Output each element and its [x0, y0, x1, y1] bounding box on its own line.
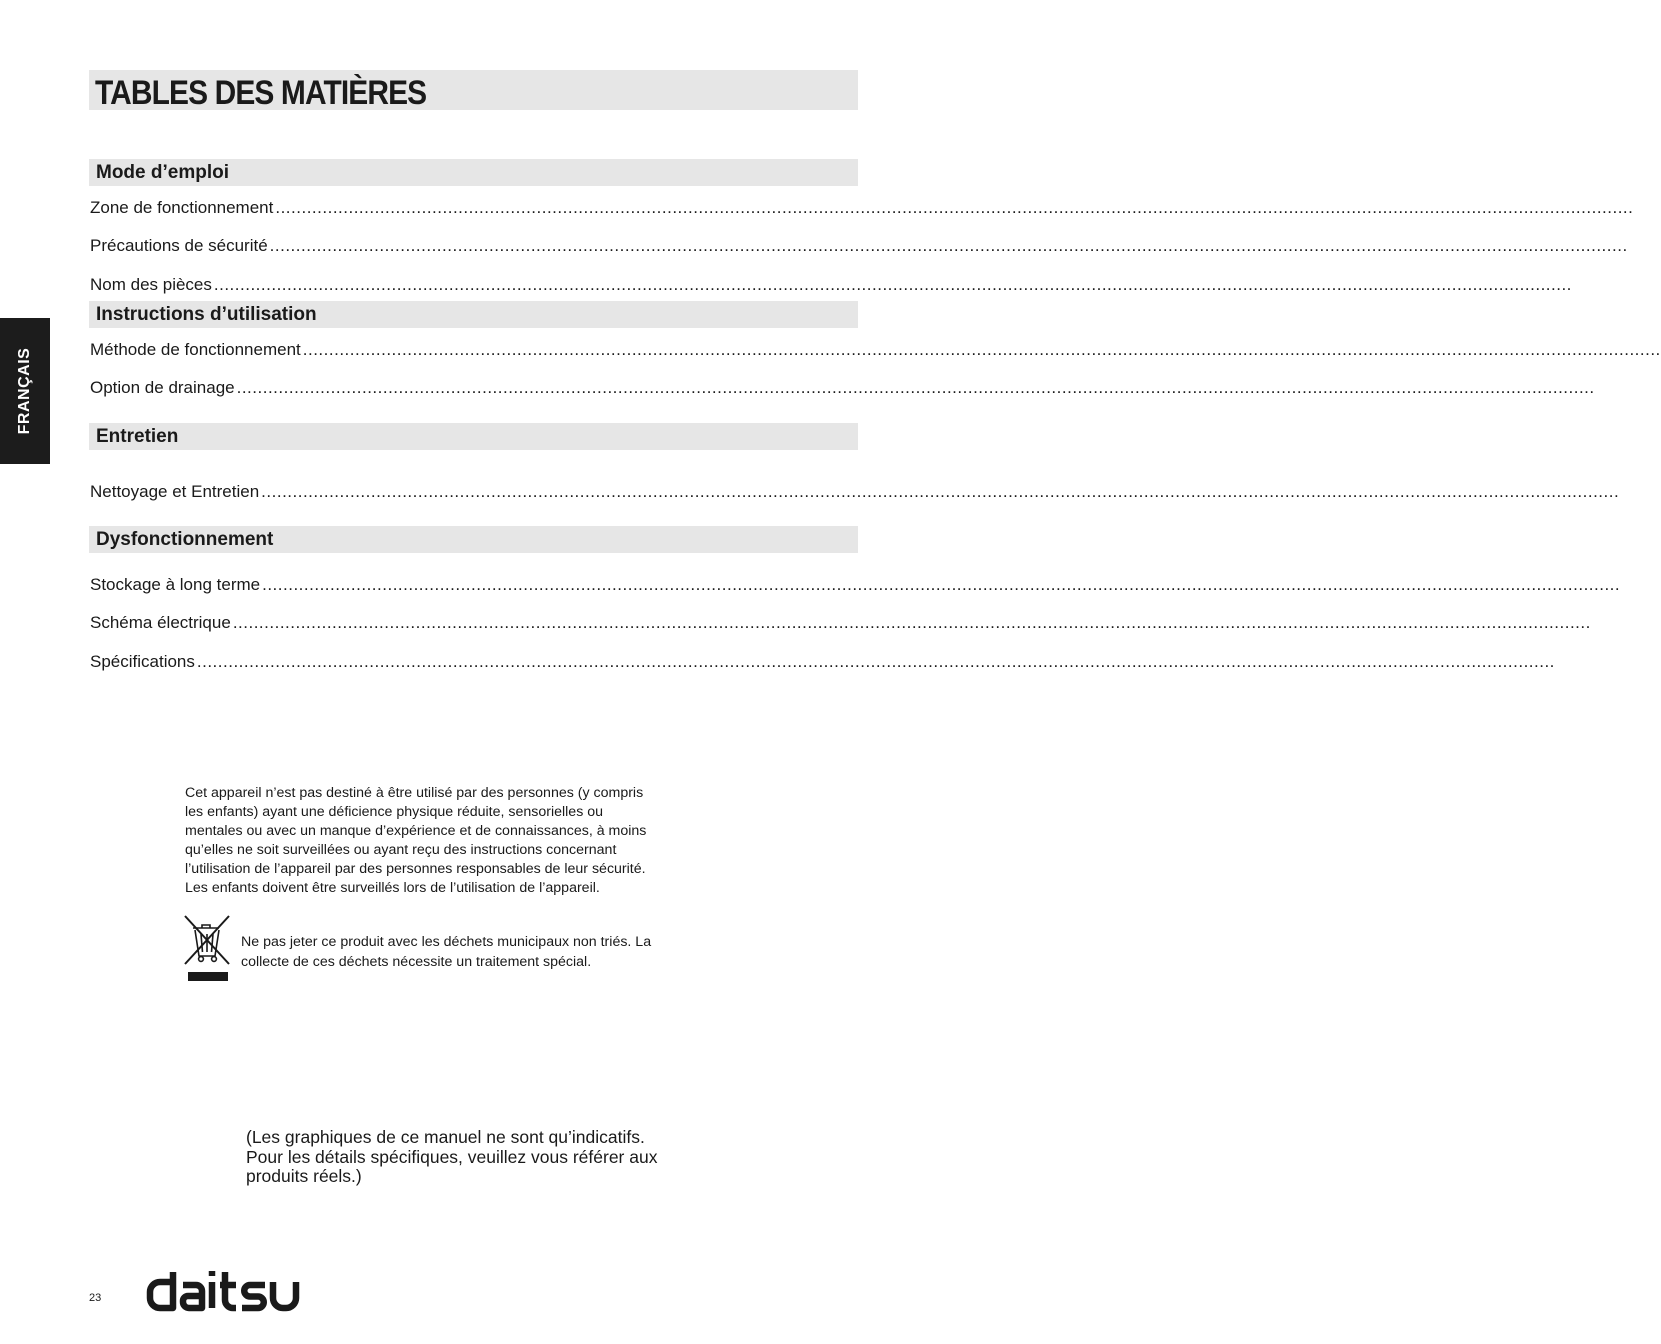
weee-line: collecte de ces déchets nécessite un traitement spécial.	[241, 953, 592, 970]
disclaimer-line: Pour les détails spécifiques, veuillez vous référer aux	[246, 1146, 658, 1167]
toc-leader-dots: ....................................................................................................................................................................................................................................................................	[196, 652, 1555, 671]
toc-entry-schema-electrique[interactable]	[90, 613, 1591, 637]
section-header-dysfonctionnement	[89, 526, 858, 553]
toc-entry-label: Nom des pièces	[90, 275, 212, 294]
notice-line: les enfants) ayant une déficience physique réduite, sensorielles ou	[185, 803, 604, 820]
toc-entry-label: Spécifications	[90, 652, 195, 671]
notice-line: Cet appareil n’est pas destiné à être utilisé par des personnes (y compris	[185, 785, 644, 801]
section-header-mode-emploi	[89, 159, 858, 186]
section-header-entretien	[89, 423, 858, 450]
disclaimer-line: (Les graphiques de ce manuel ne sont qu’indicatifs.	[246, 1127, 645, 1147]
notice-line: l’utilisation de l’appareil par des personnes responsables de leur sécurité.	[185, 860, 646, 877]
toc-leader-dots: ....................................................................................................................................................................................................................................................................	[269, 236, 1628, 255]
toc-entry-methode-fonctionnement[interactable]	[90, 340, 1661, 364]
toc-leader-dots: ....................................................................................................................................................................................................................................................................	[261, 482, 1620, 501]
toc-entry-stockage-long-terme[interactable]	[90, 575, 1621, 599]
notice-line: qu’elles ne soit surveillées ou ayant reçu des instructions concernant	[185, 841, 617, 858]
disclaimer-line: produits réels.)	[246, 1166, 362, 1186]
toc-entry-label: Nettoyage et Entretien	[90, 482, 260, 501]
toc-leader-dots: ....................................................................................................................................................................................................................................................................	[236, 378, 1595, 397]
toc-entry-label: Précautions de sécurité	[90, 236, 268, 255]
graphics-disclaimer	[246, 1128, 726, 1187]
section-header-instructions-utilisation	[89, 301, 858, 328]
language-side-tab	[0, 318, 50, 464]
notice-line: Les enfants doivent être surveillés lors de l’utilisation de l’appareil.	[185, 879, 600, 896]
toc-entry-precautions-securite[interactable]	[90, 236, 1628, 260]
toc-leader-dots: ....................................................................................................................................................................................................................................................................	[262, 575, 1621, 594]
toc-entry-label: Zone de fonctionnement	[90, 198, 274, 217]
section-heading: Entretien	[96, 426, 179, 447]
toc-entry-label: Stockage à long terme	[90, 575, 261, 594]
section-heading: Mode d’emploi	[96, 162, 229, 183]
notice-line: mentales ou avec un manque d’expérience et de connaissances, à moins	[185, 822, 647, 839]
toc-leader-dots: ....................................................................................................................................................................................................................................................................	[232, 613, 1591, 632]
toc-entry-specifications[interactable]	[90, 652, 1555, 676]
section-heading: Instructions d’utilisation	[96, 304, 317, 325]
title-bar	[89, 70, 858, 110]
daitsu-logo	[146, 1268, 302, 1316]
toc-entry-option-drainage[interactable]	[90, 378, 1595, 402]
toc-entry-nom-pieces[interactable]	[90, 275, 1572, 299]
page-number: 23	[89, 1292, 102, 1304]
weee-disposal-notice	[241, 933, 721, 972]
section-heading: Dysfonctionnement	[96, 529, 274, 550]
toc-entry-label: Méthode de fonctionnement	[90, 340, 301, 359]
weee-line: Ne pas jeter ce produit avec les déchets municipaux non triés. La	[241, 934, 652, 950]
toc-entry-label: Schéma électrique	[90, 613, 231, 632]
toc-leader-dots: ....................................................................................................................................................................................................................................................................	[213, 275, 1572, 294]
toc-entry-label: Option de drainage	[90, 378, 235, 397]
page-title: TABLES DES MATIÈRES	[95, 74, 427, 112]
crossed-out-bin-icon	[183, 914, 231, 984]
toc-entry-nettoyage-entretien[interactable]	[90, 482, 1620, 506]
safety-notice	[185, 784, 725, 897]
toc-leader-dots: ....................................................................................................................................................................................................................................................................	[275, 198, 1634, 217]
toc-leader-dots: ....................................................................................................................................................................................................................................................................	[302, 340, 1661, 359]
language-label: FRANÇAIS	[16, 347, 33, 435]
toc-entry-zone-fonctionnement[interactable]	[90, 198, 1634, 222]
